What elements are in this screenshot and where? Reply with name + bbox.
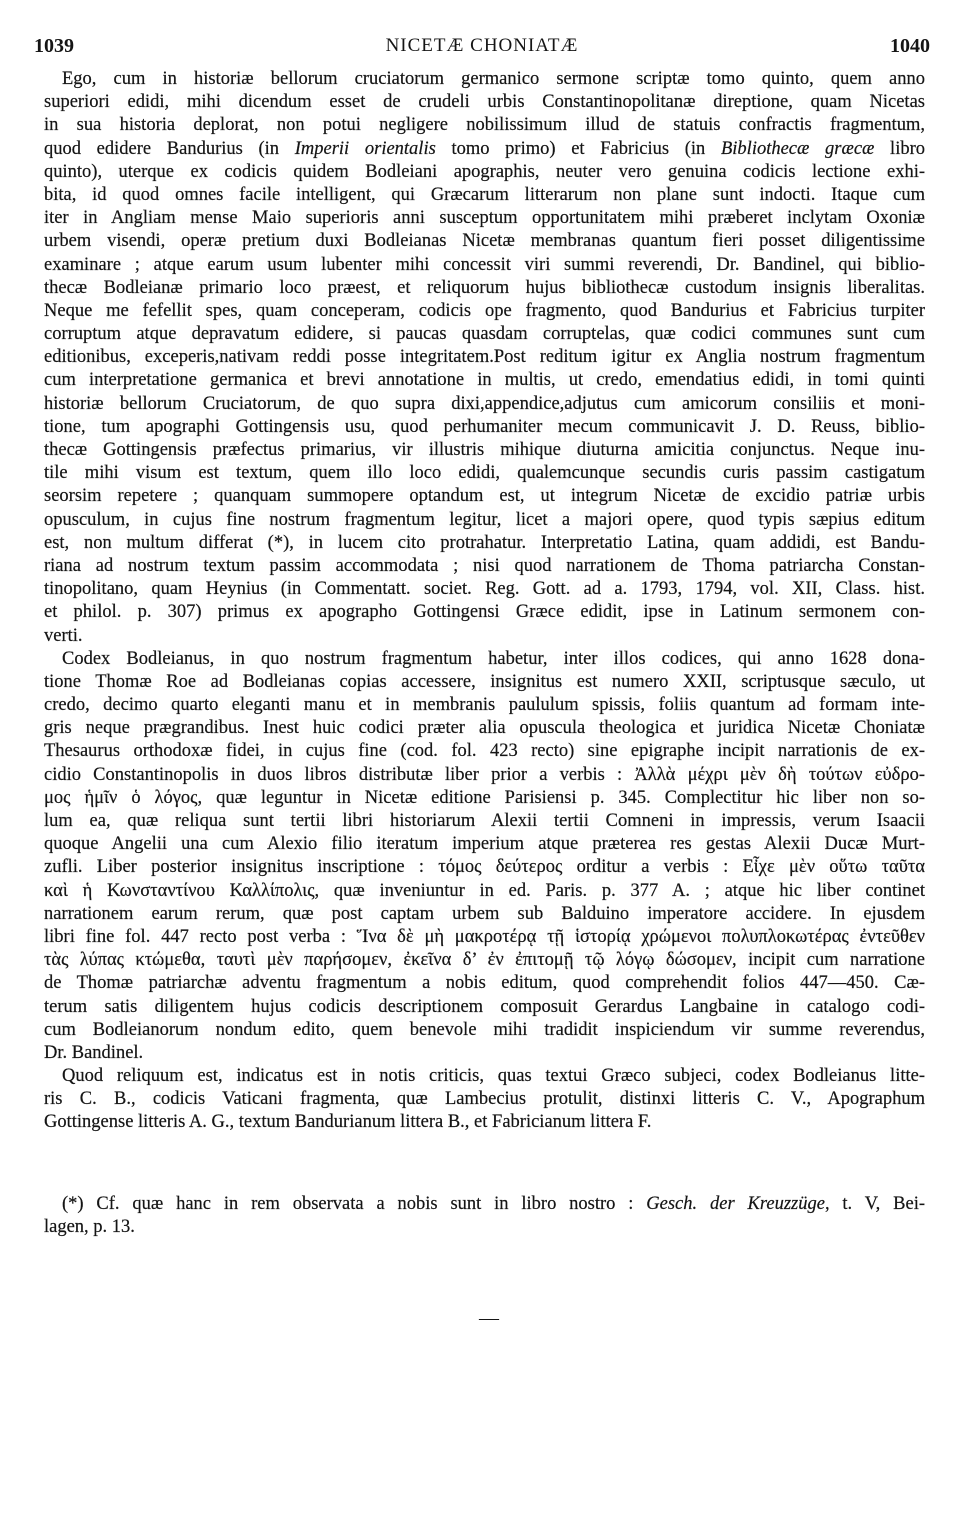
line-text: est, non multum differat (*), in lucem cito protrahatur. Interpretatio Latina, quam addidi, est Bandu- [44,532,925,553]
line-text: gris neque prægrandibus. Inest huic codici præter alia opuscula theologica et juridica Nicetæ Choniatæ [44,718,925,739]
line-text: urbem visendi, operæ pretium duxi Bodleianas Nicetæ membranas quantum fieri posset diligentissime [44,231,925,252]
line-text: Gottingense litteris A. G., textum Bandurianum littera B., et Fabricianum littera F. [44,1112,652,1133]
line-text: et philol. p. 307) primus ex apographo Gottingensi Græce edidit, ipse in Latinum sermonem con- [44,602,925,623]
text-line [44,393,925,416]
line-text: narrationem earum rerum, quæ post captam urbem sub Balduino imperatore accidere. In ejusdem [44,903,925,924]
line-text: Codex Bodleianus, in quo nostrum fragmentum habetur, inter illos codices, qui anno 1628 dona- [62,648,925,669]
line-text: τὰς λύπας κτώμεθα, ταυτὶ μὲν παρήσομεν, ἐκεῖνα δ’ ἐν ἐπιτομῇ τῷ λόγῳ δώσομεν, incipit cum narratione [44,950,925,971]
text-segment: quod edidere Bandurius (in [44,138,295,159]
text-line [44,949,925,972]
line-text: thecæ Gottingensis præfectus primarius, vir illustris mihique diuturna amicitia conjunctus. Neque inu- [44,440,925,460]
line-text [62,1194,925,1214]
line-text: Ego, cum in historiæ bellorum cruciatorum germanico sermone scriptæ tomo quinto, quem anno [62,69,925,89]
text-line [44,369,925,392]
italic-title: Gesch. der Kreuzzüge [646,1194,825,1214]
footnote-line [44,1193,925,1216]
line-text: credo, decimo quarto eleganti manu et in membranis paululum spissis, foliis quantum ad formam inte- [44,695,925,716]
text-line [44,323,925,346]
line-text: in sua historia deplorat, non potui negligere nobilissimum illud de statuis confractis fragmentum, [44,115,925,136]
line-text: terum satis diligentem hujus codicis descriptionem composuit Gerardus Langbaine in catalogo codi- [44,996,925,1017]
line-text: ris C. B., codicis Vaticani fragmenta, quæ Lambecius protulit, distinxi litteris C. V., Apographum [44,1089,925,1110]
text-line [44,856,925,879]
text-line [44,555,925,578]
text-line [44,207,925,230]
text-line [44,740,925,763]
line-text: thecæ Bodleianæ primario loco præest, et reliquorum hujus bibliothecæ custodum insignis liberalitas. [44,277,925,298]
line-text: historiæ bellorum Cruciatorum, de quo supra dixi,appendice,adjutus cum amicorum consiliis et moni- [44,393,925,414]
line-text: Neque me fefellit spes, quam conceperam, codicis ope fragmento, quod Bandurius et Fabricius turpiter [44,300,925,321]
line-text: zufli. Liber posterior insignitus inscriptione : τόμος δεύτερος orditur a verbis : Εἶχε μὲν οὕτω ταῦτα [44,857,925,878]
text-segment: , t. V, Bei- [824,1194,925,1214]
line-text: Dr. Bandinel. [44,1042,144,1063]
text-line [44,764,925,787]
line-text: bita, id quod omnes facile intelligent, qui Græcarum litterarum non plane sunt indocti. Itaque cum [44,184,925,205]
text-line [44,138,925,161]
text-line [44,300,925,323]
line-text: editionibus, exceperis,nativam reddi posse integritatem.Post reditum igitur ex Anglia nostrum fragmentum [44,347,925,368]
line-text: cidio Constantinopolis in duos libros distributæ liber prior a verbis : Ἀλλὰ μέχρι μὲν δὴ τούτων εὐδρο- [44,764,925,785]
text-line [44,717,925,740]
text-line [44,161,925,184]
line-text: seorsim repetere ; quanquam summopere optandum est, ut integrum Nicetæ de excidio patriæ urbis [44,486,925,507]
line-text: de Thomæ patriarchæ adventu fragmentum a nobis editum, quod comprehendit folios 447—450. Cæ- [44,973,925,994]
italic-title: Bibliothecæ græcæ [720,138,875,159]
text-line [44,416,925,439]
running-header [34,33,930,59]
text-line [44,903,925,926]
end-mark: — [479,1307,499,1329]
text-line [44,1065,925,1088]
text-line [44,996,925,1019]
line-text: lum ea, quæ reliqua sunt tertii libri historiarum Alexii tertii Comneni in impressis, verum Isaacii [44,811,925,831]
text-line [44,346,925,369]
italic-title: Imperii orientalis [294,138,436,159]
text-line [44,648,925,671]
text-line [44,625,925,648]
text-line [44,787,925,810]
line-text: Thesaurus orthodoxæ fidei, in cujus fine (cod. fol. 423 recto) sine epigraphe incipit narrationis de ex- [44,741,925,762]
text-line [44,1019,925,1042]
text-segment: tomo primo) et Fabricius (in [435,138,721,159]
line-text: superiori edidi, mihi dicendum esset de crudeli urbis Constantinopolitanæ direptione, quam Nicetas [44,92,925,113]
line-text: cum Bodleianorum nondum edito, quem benevole mihi tradidit inspiciendum vir summe reverendus, [44,1019,925,1040]
line-text: tione, tum apographi Gottingensis usu, quod perhumaniter mecum communicavit J. D. Reuss, biblio- [44,416,925,437]
paragraph [44,1065,925,1135]
line-text: examinare ; atque earum usum lubenter mihi concessit viri summi reverendi, Dr. Bandinel, qui biblio- [44,254,925,275]
text-line [44,277,925,300]
text-line [44,972,925,995]
text-line [44,810,925,833]
text-line [44,68,925,91]
line-text: lagen, p. 13. [44,1217,135,1238]
line-text: quinto), uterque ex codicis quidem Bodleiani apographis, neuter vero genuina codicis lectione exhi- [44,161,925,182]
footnote [44,1193,925,1239]
text-line [44,254,925,277]
text-line [44,1042,925,1065]
text-line [44,462,925,485]
text-line [44,578,925,601]
text-line [44,671,925,694]
text-segment: (*) Cf. quæ hanc in rem observata a nobis sunt in libro nostro : [62,1194,647,1214]
line-text: tione Thomæ Roe ad Bodleianas copias accessere, insignitus est numero XXII, scriptusque sæculo, ut [44,671,925,692]
line-text: καὶ ἡ Κωνσταντίνου Καλλίπολις, quæ inveniuntur in ed. Paris. p. 377 A. ; atque hic liber continet [44,880,925,901]
text-line [44,1088,925,1111]
line-text: riana ad nostrum textum passim accommodata ; nisi quod narrationem de Thoma patriarcha Constan- [44,555,925,576]
text-line [44,485,925,508]
line-text: tinopolitano, quam Heynius (in Commentatt. societ. Reg. Gott. ad a. 1793, 1794, vol. XII, Class. hist. [44,579,925,600]
line-text: tile mihi visum est textum, quem illo loco edidi, qualemcunque secundis curis passim castigatum [44,463,925,484]
line-text: μος ἡμῖν ὁ λόγος, quæ leguntur in Nicetæ editione Parisiensi p. 345. Complectitur hic liber non so- [44,787,925,808]
text-line [44,114,925,137]
line-text [44,139,925,159]
main-text [44,68,925,1135]
text-line [44,694,925,717]
line-text: libri fine fol. 447 recto post verba : Ἵνα δὲ μὴ μακροτέρᾳ τῇ ἱστορίᾳ χρώμενοι πολυπλοκωτέρας ἐντεῦθεν [44,926,925,947]
line-text: quoque Angelii una cum Alexio filio iteratum imperium atque præterea res gestas Alexii Ducæ Murt- [44,834,925,855]
text-line [44,601,925,624]
line-text: cum interpretatione germanica et brevi annotatione in multis, ut credo, emendatius edidi, in tomi quinti [44,370,925,391]
text-line [44,1111,925,1134]
line-text: opusculum, in cujus fine nostrum fragmentum legitur, licet a majori opere, quod typis sæpius editum [44,509,925,530]
text-line [44,880,925,903]
text-line [44,926,925,949]
line-text: Quod reliquum est, indicatus est in notis criticis, quas textui Græco subjeci, codex Bodleianus litte- [62,1066,925,1087]
text-line [44,833,925,856]
footnote-line [44,1216,925,1239]
line-text: iter in Angliam mense Maio superioris anni susceptum opportunitatem mihi præberet inclytam Oxoniæ [44,208,925,229]
line-text: corruptum atque depravatum edidere, si paucas quasdam corruptelas, quæ codici communes sunt cum [44,324,925,345]
paragraph [44,68,925,648]
page-number-right: 1040 [890,35,930,57]
text-line [44,439,925,462]
text-line [44,184,925,207]
text-line [44,532,925,555]
text-segment: libro [874,138,925,159]
line-text: verti. [44,625,83,646]
text-line [44,230,925,253]
text-line [44,91,925,114]
running-title: NICETÆ CHONIATÆ [385,35,579,56]
text-line [44,509,925,532]
page-number-left: 1039 [34,35,74,57]
paragraph [44,648,925,1065]
